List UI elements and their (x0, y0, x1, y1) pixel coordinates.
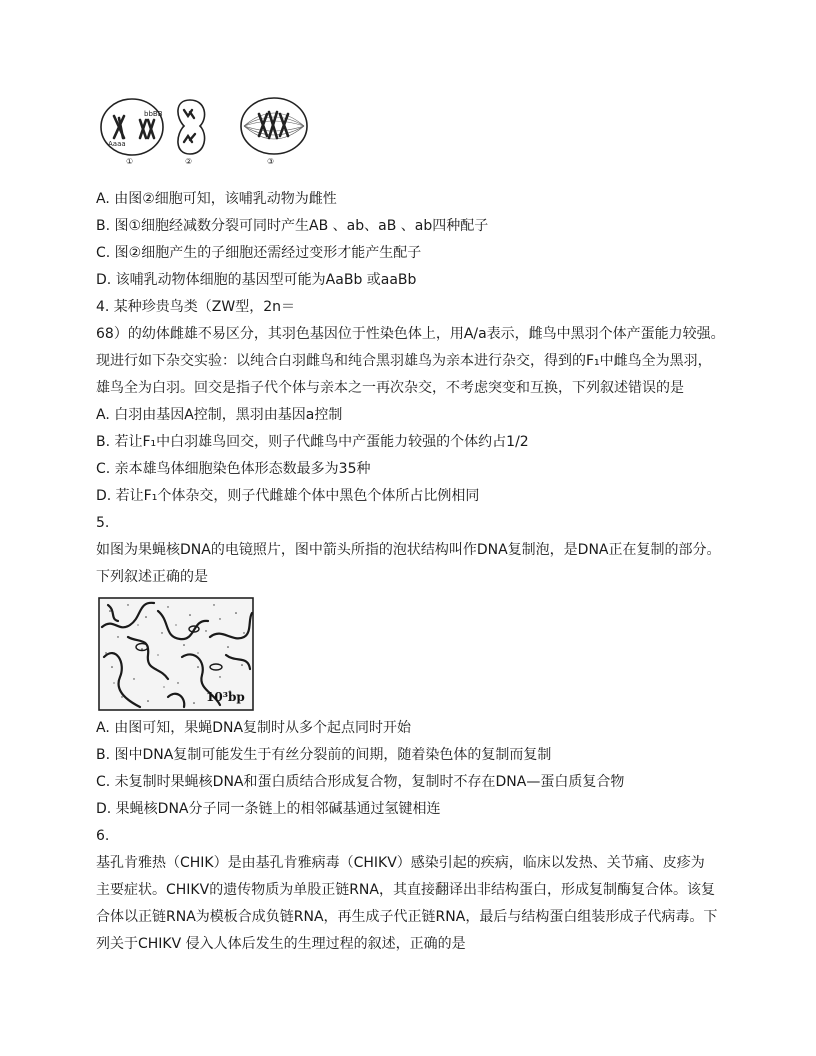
cell-3-label: ③ (267, 157, 275, 166)
cell-division-figure (96, 96, 316, 166)
q5-stem-line-2: 下列叙述正确的是 (96, 569, 208, 585)
micrograph-scale-label: 10³bp (206, 690, 245, 704)
q5-option-c: C. 未复制时果蝇核DNA和蛋白质结合形成复合物，复制时不存在DNA—蛋白质复合物 (96, 774, 625, 790)
q6-stem-line-1: 基孔肯雅热（CHIK）是由基孔肯雅病毒（CHIKV）感染引起的疾病，临床以发热、关节痛、皮疹为 (96, 855, 705, 871)
q3-option-d: D. 该哺乳动物体细胞的基因型可能为AaBb 或aaBb (96, 272, 417, 288)
q5-option-b: B. 图中DNA复制可能发生于有丝分裂前的间期，随着染色体的复制而复制 (96, 747, 552, 763)
cell-1-diagram (101, 99, 163, 166)
q5-option-d: D. 果蝇核DNA分子同一条链上的相邻碱基通过氢键相连 (96, 801, 441, 817)
cell-1-label: ① (126, 157, 134, 166)
q6-stem-line-2: 主要症状。CHIKV的遗传物质为单股正链RNA，其直接翻译出非结构蛋白，形成复制酶复合体。该复 (96, 882, 715, 898)
q6-number-line: 6. (96, 828, 110, 844)
cell-2-label: ② (185, 157, 193, 166)
q6-stem-line-3: 合体以正链RNA为模板合成负链RNA，再生成子代正链RNA，最后与结构蛋白组装形成子代病毒。下 (96, 909, 718, 925)
q4-stem-line-2: 现进行如下杂交实验：以纯合白羽雌鸟和纯合黑羽雄鸟为亲本进行杂交，得到的F₁中雌鸟全为黑羽， (96, 353, 712, 369)
cell-3-diagram (241, 98, 307, 166)
q4-number-line: 4. 某种珍贵鸟类（ZW型，2n＝ (96, 299, 296, 315)
cell-1-top-text: bbBB (144, 110, 163, 118)
cell-1-bottom-text: Aaaa (108, 140, 126, 148)
cell-2-diagram (178, 100, 205, 166)
dna-micrograph-figure (98, 597, 254, 711)
q3-option-a: A. 由图②细胞可知，该哺乳动物为雌性 (96, 191, 337, 207)
q5-stem-line-1: 如图为果蝇核DNA的电镜照片，图中箭头所指的泡状结构叫作DNA复制泡，是DNA正在复制的部分。 (96, 542, 721, 558)
q4-option-d: D. 若让F₁个体杂交，则子代雌雄个体中黑色个体所占比例相同 (96, 488, 480, 504)
q4-option-c: C. 亲本雄鸟体细胞染色体形态数最多为35种 (96, 461, 371, 477)
q5-option-a: A. 由图可知，果蝇DNA复制时从多个起点同时开始 (96, 720, 412, 736)
q3-option-c: C. 图②细胞产生的子细胞还需经过变形才能产生配子 (96, 245, 422, 261)
q6-stem-line-4: 列关于CHIKV 侵入人体后发生的生理过程的叙述，正确的是 (96, 936, 466, 952)
q4-stem-line-3: 雄鸟全为白羽。回交是指子代个体与亲本之一再次杂交，不考虑突变和互换，下列叙述错误的是 (96, 380, 684, 396)
q4-stem-line-1: 68）的幼体雌雄不易区分，其羽色基因位于性染色体上，用A/a表示，雌鸟中黑羽个体产蛋能力较强。 (96, 326, 725, 342)
q4-option-b: B. 若让F₁中白羽雄鸟回交，则子代雌鸟中产蛋能力较强的个体约占1/2 (96, 434, 529, 450)
q4-option-a: A. 白羽由基因A控制，黑羽由基因a控制 (96, 407, 343, 423)
q5-number-line: 5. (96, 515, 110, 531)
q3-option-b: B. 图①细胞经减数分裂可同时产生AB 、ab、aB 、ab四种配子 (96, 218, 489, 234)
